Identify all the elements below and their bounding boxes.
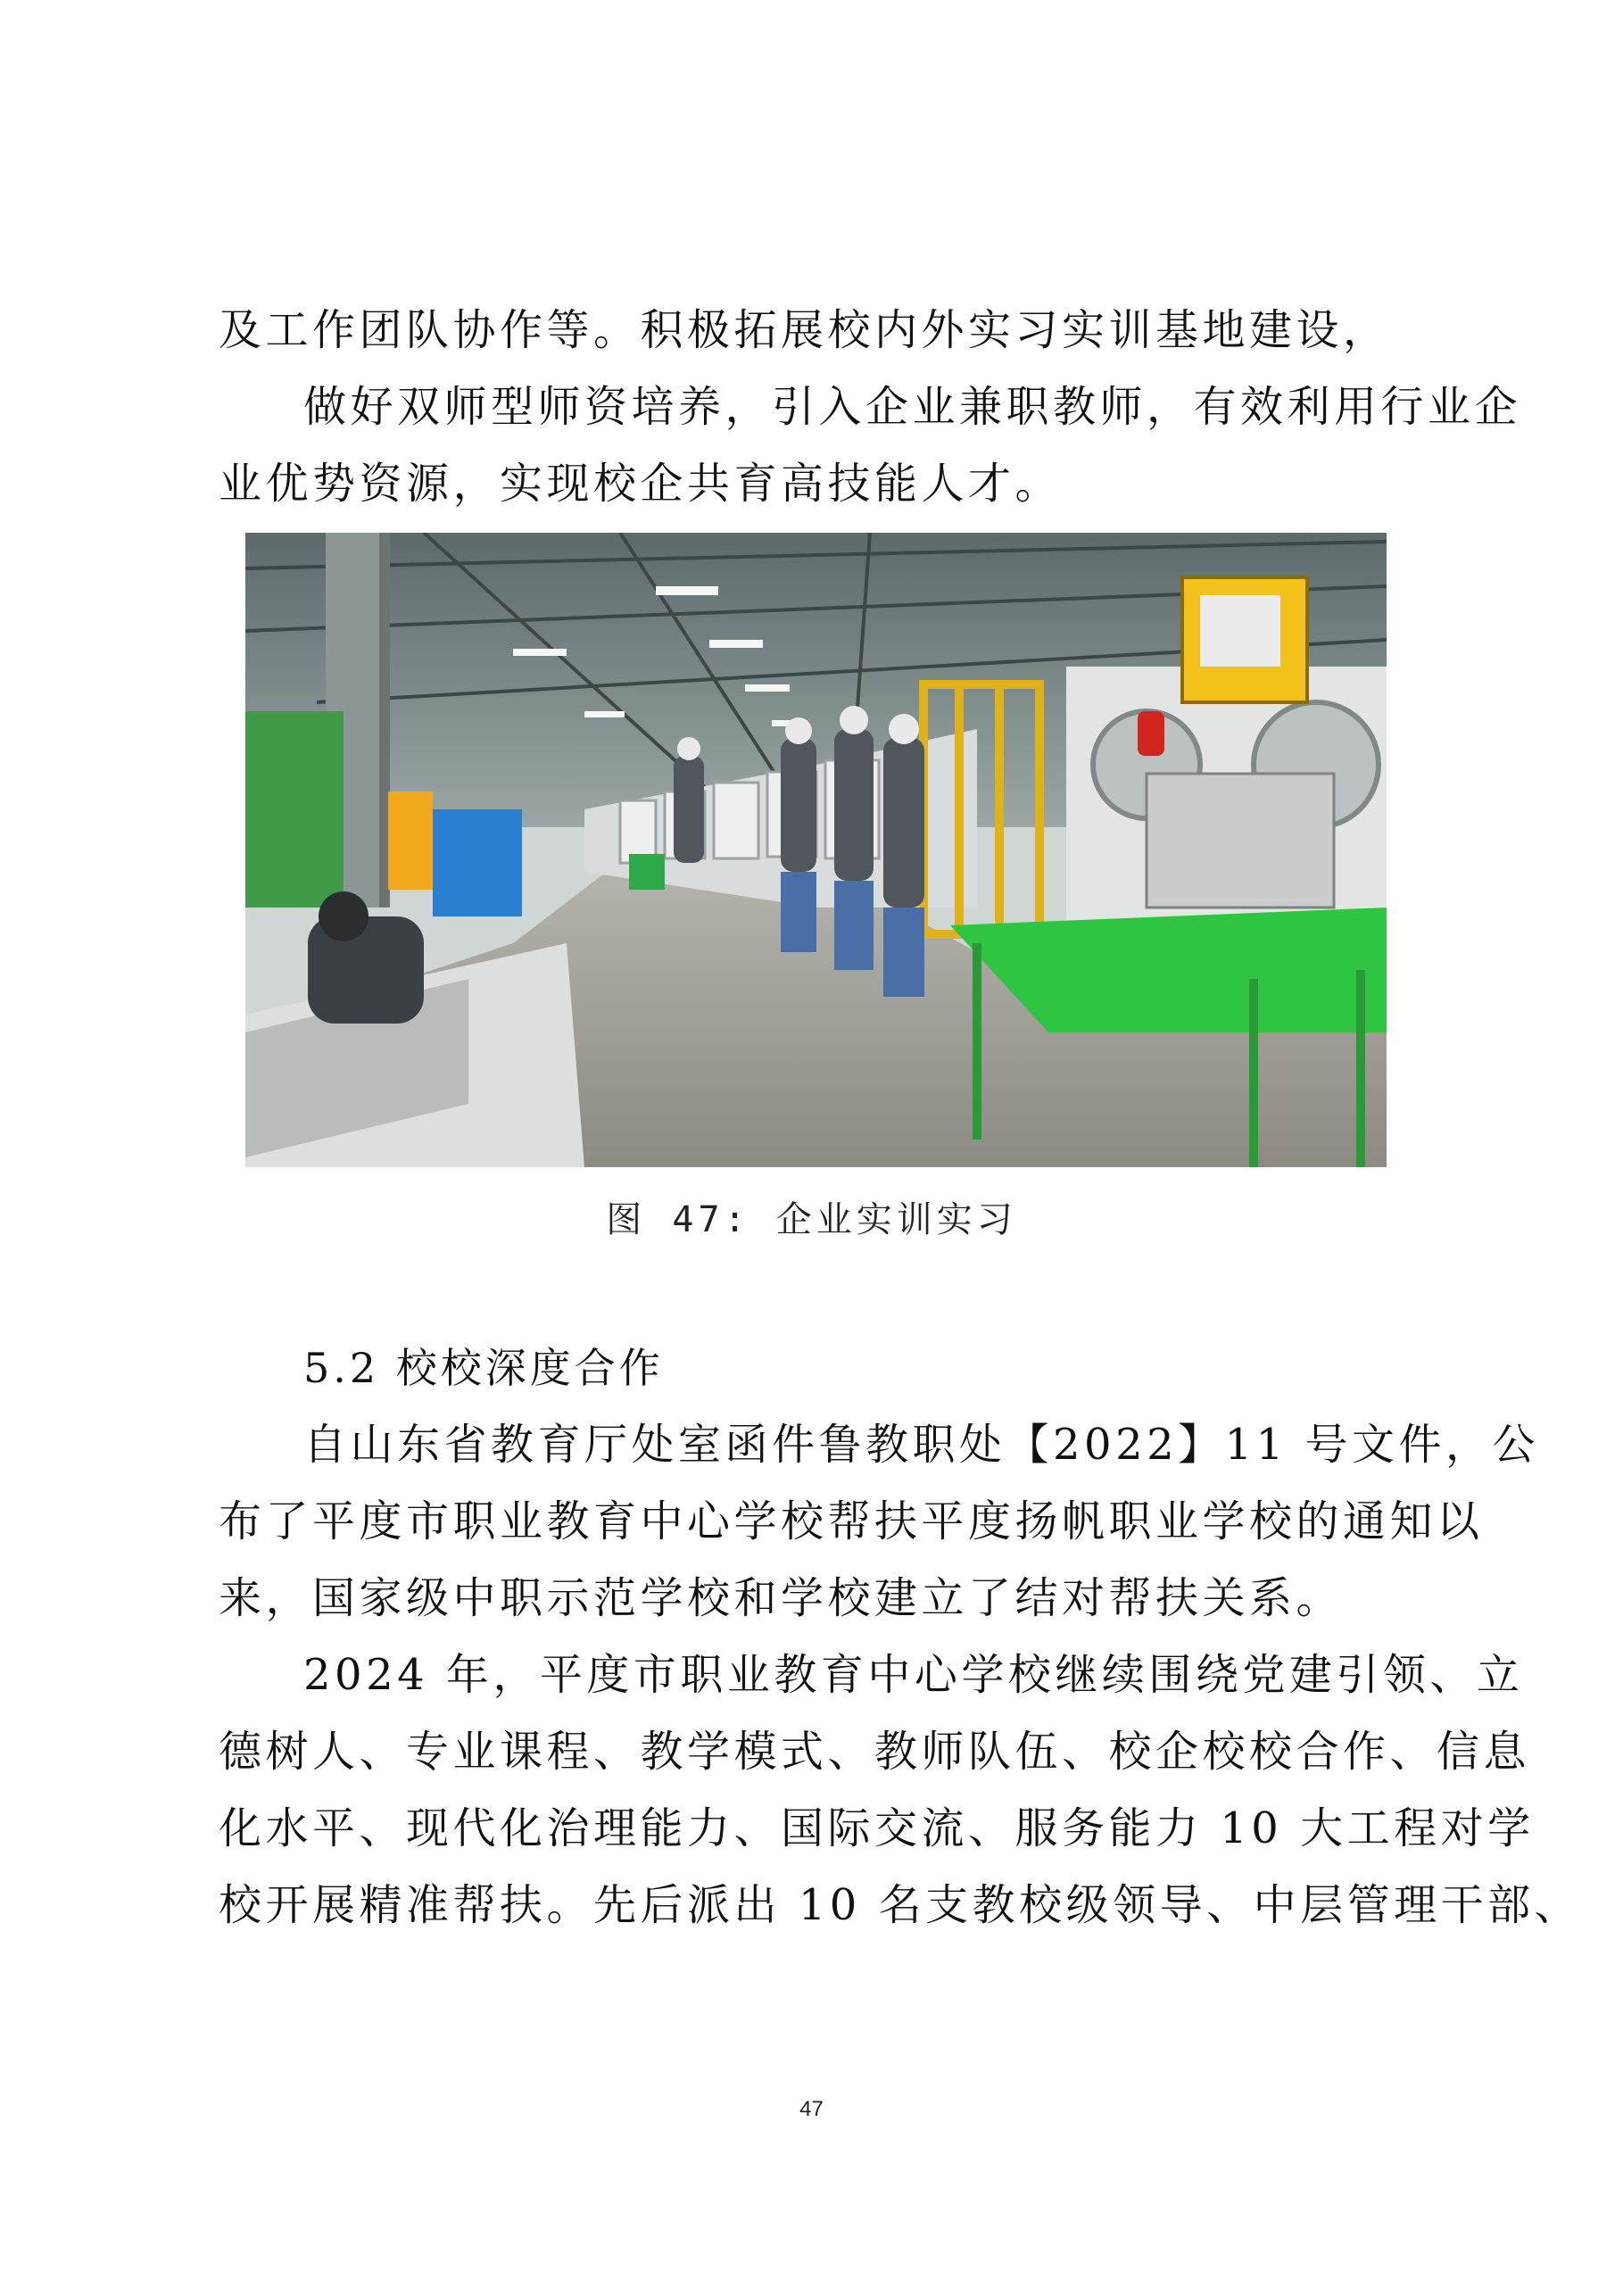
paragraph-line-4: 自山东省教育厅处室函件鲁教职处【2022】11 号文件，公 xyxy=(303,1420,1539,1470)
paragraph-line-10: 校开展精准帮扶。先后派出 10 名支教校级领导、中层管理干部、 xyxy=(219,1880,1582,1930)
figure-caption: 图 47: 企业实训实习 xyxy=(606,1199,1017,1240)
paragraph-line-1: 及工作团队协作等。积极拓展校内外实习实训基地建设， xyxy=(219,305,1390,355)
paragraph-line-7: 2024 年，平度市职业教育中心学校继续围绕党建引领、立 xyxy=(303,1650,1524,1700)
paragraph-line-6: 来，国家级中职示范学校和学校建立了结对帮扶关系。 xyxy=(219,1573,1344,1623)
section-heading: 5.2 校校深度合作 xyxy=(303,1344,664,1392)
factory-photo xyxy=(245,533,1387,1167)
factory-photo-icon xyxy=(245,533,1387,1167)
paragraph-line-3: 业优势资源，实现校企共育高技能人才。 xyxy=(219,459,1063,509)
paragraph-line-8: 德树人、专业课程、教学模式、教师队伍、校企校校合作、信息 xyxy=(219,1727,1531,1777)
paragraph-line-9: 化水平、现代化治理能力、国际交流、服务能力 10 大工程对学 xyxy=(219,1803,1535,1853)
page-number: 47 xyxy=(799,2097,824,2121)
paragraph-line-5: 布了平度市职业教育中心学校帮扶平度扬帆职业学校的通知以 xyxy=(219,1496,1484,1546)
paragraph-line-2: 做好双师型师资培养，引入企业兼职教师，有效利用行业企 xyxy=(303,382,1522,432)
